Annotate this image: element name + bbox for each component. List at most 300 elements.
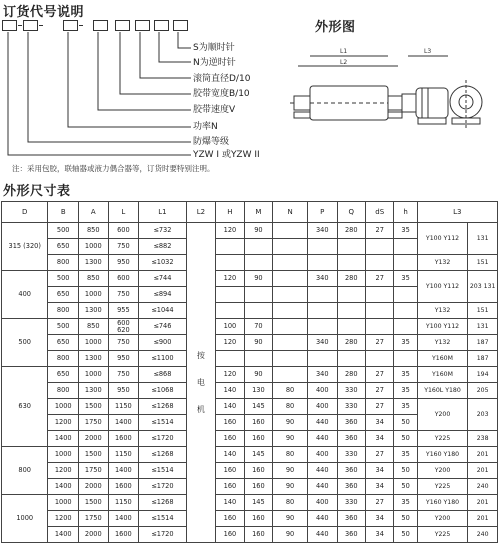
cell-m: 145 [244, 399, 272, 415]
cell-l3-motor: Y160M [417, 367, 468, 383]
cell-l3-value: 203 131 [468, 271, 498, 303]
cell-a: 1500 [79, 399, 109, 415]
cell-ds: 27 [366, 399, 394, 415]
cell-l: 1600 [108, 527, 139, 543]
cell-q: 330 [337, 383, 365, 399]
cell-m: 160 [244, 479, 272, 495]
cell-h-small: 35 [394, 367, 417, 383]
cell-h-small [394, 287, 417, 303]
cell-n [273, 351, 308, 367]
cell-b: 650 [48, 239, 79, 255]
cell-p: 440 [307, 479, 337, 495]
cell-h [216, 351, 244, 367]
cell-l3-motor: Y160 Y180 [417, 495, 468, 511]
cell-n: 90 [273, 479, 308, 495]
cell-d: 500 [2, 319, 48, 367]
cell-h: 160 [216, 431, 244, 447]
cell-a: 1500 [79, 495, 109, 511]
table-row [2, 383, 498, 399]
cell-l1: ≤746 [139, 319, 186, 335]
legend-item: 功率N [193, 122, 218, 132]
cell-p: 400 [307, 383, 337, 399]
cell-d: 400 [2, 271, 48, 319]
cell-p: 400 [307, 447, 337, 463]
cell-l1: ≤1268 [139, 447, 186, 463]
cell-h: 160 [216, 511, 244, 527]
cell-l1: ≤1268 [139, 399, 186, 415]
cell-b: 800 [48, 255, 79, 271]
cell-p: 440 [307, 431, 337, 447]
cell-h-small [394, 351, 417, 367]
cell-n: 90 [273, 415, 308, 431]
cell-h-small: 35 [394, 495, 417, 511]
cell-m: 160 [244, 415, 272, 431]
cell-m: 130 [244, 383, 272, 399]
cell-d: 1000 [2, 495, 48, 543]
cell-q: 330 [337, 495, 365, 511]
cell-p [307, 287, 337, 303]
cell-a: 1300 [79, 255, 109, 271]
cell-l3-motor: Y225 [417, 431, 468, 447]
cell-q: 360 [337, 527, 365, 543]
cell-n [273, 367, 308, 383]
cell-p [307, 319, 337, 335]
col-header-l2: L2 [186, 202, 216, 223]
cell-l: 1400 [108, 511, 139, 527]
cell-q: 330 [337, 399, 365, 415]
cell-l: 750 [108, 239, 139, 255]
cell-n: 80 [273, 447, 308, 463]
cell-n: 80 [273, 383, 308, 399]
cell-l3-motor: Y200 [417, 511, 468, 527]
cell-m: 145 [244, 447, 272, 463]
col-header-l: L [108, 202, 139, 223]
cell-b: 800 [48, 383, 79, 399]
cell-h-small: 50 [394, 527, 417, 543]
cell-d: 315 (320) [2, 223, 48, 271]
cell-q: 360 [337, 463, 365, 479]
cell-l3-motor: Y132 [417, 335, 468, 351]
cell-ds: 34 [366, 463, 394, 479]
cell-ds [366, 255, 394, 271]
cell-l2-by-motor: 按 电 机 [186, 223, 216, 543]
dimension-table-title: 外形尺寸表 [3, 184, 71, 199]
cell-l3-value: 201 [468, 463, 498, 479]
cell-a: 850 [79, 319, 109, 335]
cell-h [216, 255, 244, 271]
cell-ds [366, 351, 394, 367]
order-note: 注：采用包胶，联轴器或液力偶合器等，订货时要特别注明。 [12, 164, 215, 173]
cell-h: 140 [216, 495, 244, 511]
cell-m [244, 239, 272, 255]
cell-l3-motor: Y225 [417, 527, 468, 543]
cell-h: 140 [216, 447, 244, 463]
cell-l3-value: 151 [468, 255, 498, 271]
cell-a: 1750 [79, 463, 109, 479]
cell-ds [366, 239, 394, 255]
cell-ds: 27 [366, 383, 394, 399]
cell-b: 1400 [48, 479, 79, 495]
cell-a: 850 [79, 223, 109, 239]
cell-m: 90 [244, 223, 272, 239]
cell-p [307, 303, 337, 319]
cell-p: 400 [307, 399, 337, 415]
cell-h: 140 [216, 399, 244, 415]
cell-l3-motor: Y160M [417, 351, 468, 367]
cell-h: 140 [216, 383, 244, 399]
cell-l: 1150 [108, 447, 139, 463]
cell-l3-motor: Y160 Y180 [417, 447, 468, 463]
cell-b: 650 [48, 335, 79, 351]
cell-h: 100 [216, 319, 244, 335]
cell-n [273, 335, 308, 351]
cell-l1: ≤1032 [139, 255, 186, 271]
legend-item: 防爆等级 [193, 137, 230, 147]
cell-h-small: 50 [394, 463, 417, 479]
cell-h-small: 35 [394, 335, 417, 351]
cell-l1: ≤882 [139, 239, 186, 255]
cell-l: 600 [108, 223, 139, 239]
cell-q [337, 287, 365, 303]
cell-n: 80 [273, 495, 308, 511]
cell-l3-value: 131 [468, 319, 498, 335]
cell-m: 160 [244, 463, 272, 479]
cell-a: 2000 [79, 431, 109, 447]
cell-l3-motor: Y100 Y112 [417, 319, 468, 335]
cell-l1: ≤894 [139, 287, 186, 303]
cell-h: 120 [216, 335, 244, 351]
cell-a: 2000 [79, 527, 109, 543]
cell-ds: 27 [366, 335, 394, 351]
cell-m: 145 [244, 495, 272, 511]
cell-b: 1200 [48, 463, 79, 479]
cell-l: 950 [108, 351, 139, 367]
cell-l: 750 [108, 367, 139, 383]
cell-q: 360 [337, 511, 365, 527]
cell-ds: 27 [366, 447, 394, 463]
cell-l1: ≤732 [139, 223, 186, 239]
cell-h [216, 303, 244, 319]
pulley-outline-drawing [288, 40, 498, 152]
table-row [2, 351, 498, 367]
col-header-b: B [48, 202, 79, 223]
cell-b: 1200 [48, 511, 79, 527]
cell-l: 1600 [108, 479, 139, 495]
cell-l3-value: 201 [468, 447, 498, 463]
cell-ds [366, 287, 394, 303]
cell-h [216, 239, 244, 255]
col-header-h: H [216, 202, 244, 223]
cell-l1: ≤1044 [139, 303, 186, 319]
cell-b: 1400 [48, 527, 79, 543]
cell-p: 400 [307, 495, 337, 511]
cell-l1: ≤744 [139, 271, 186, 287]
cell-ds: 34 [366, 431, 394, 447]
col-header-l3: L3 [417, 202, 497, 223]
dim-label-l3: L3 [424, 48, 432, 55]
cell-a: 1000 [79, 239, 109, 255]
cell-l: 750 [108, 335, 139, 351]
cell-h-small: 35 [394, 271, 417, 287]
cell-p: 440 [307, 463, 337, 479]
cell-l3-value: 203 [468, 399, 498, 431]
cell-ds [366, 303, 394, 319]
cell-b: 1000 [48, 399, 79, 415]
cell-l: 1400 [108, 463, 139, 479]
cell-l1: ≤1268 [139, 495, 186, 511]
cell-l1: ≤1100 [139, 351, 186, 367]
cell-q: 280 [337, 271, 365, 287]
cell-a: 1300 [79, 303, 109, 319]
cell-q: 360 [337, 431, 365, 447]
cell-b: 650 [48, 367, 79, 383]
cell-ds: 27 [366, 495, 394, 511]
cell-h-small: 35 [394, 383, 417, 399]
cell-l3-motor: Y132 [417, 303, 468, 319]
cell-l1: ≤1720 [139, 527, 186, 543]
cell-ds: 34 [366, 511, 394, 527]
table-row [2, 271, 498, 287]
col-header-d: D [2, 202, 48, 223]
cell-m: 160 [244, 431, 272, 447]
cell-ds: 34 [366, 527, 394, 543]
cell-h: 160 [216, 527, 244, 543]
table-row [2, 255, 498, 271]
cell-p: 440 [307, 527, 337, 543]
legend-item: YZW I 或YZW II [193, 150, 260, 160]
legend-item: 滚筒直径D/10 [193, 74, 251, 84]
cell-m: 160 [244, 527, 272, 543]
cell-l: 1150 [108, 399, 139, 415]
cell-n: 80 [273, 399, 308, 415]
legend-item: 胶带速度V [193, 105, 236, 115]
cell-l: 950 [108, 383, 139, 399]
cell-l3-value: 131 [468, 223, 498, 255]
cell-q: 360 [337, 415, 365, 431]
legend-item: 胶带宽度B/10 [193, 89, 250, 99]
dim-label-l1: L1 [340, 48, 348, 55]
table-row [2, 527, 498, 543]
cell-l: 1600 [108, 431, 139, 447]
cell-h-small [394, 319, 417, 335]
cell-h: 120 [216, 223, 244, 239]
cell-m: 90 [244, 271, 272, 287]
cell-n [273, 287, 308, 303]
cell-n [273, 303, 308, 319]
col-header-h-small: h [394, 202, 417, 223]
cell-p: 340 [307, 367, 337, 383]
cell-h-small: 35 [394, 223, 417, 239]
cell-l3-motor: Y100 Y112 [417, 271, 468, 303]
table-row [2, 447, 498, 463]
cell-h: 160 [216, 463, 244, 479]
table-row [2, 511, 498, 527]
cell-l1: ≤1514 [139, 511, 186, 527]
cell-l3-motor: Y132 [417, 255, 468, 271]
cell-m [244, 255, 272, 271]
cell-d: 630 [2, 367, 48, 447]
cell-l1: ≤900 [139, 335, 186, 351]
cell-m: 160 [244, 511, 272, 527]
table-row [2, 367, 498, 383]
cell-h-small: 35 [394, 447, 417, 463]
cell-d: 800 [2, 447, 48, 495]
cell-h [216, 287, 244, 303]
cell-q: 280 [337, 223, 365, 239]
cell-p: 440 [307, 511, 337, 527]
cell-m: 70 [244, 319, 272, 335]
dimension-table [1, 201, 498, 543]
cell-a: 1300 [79, 383, 109, 399]
table-header-row [2, 202, 498, 223]
cell-l3-value: 201 [468, 511, 498, 527]
cell-n: 90 [273, 431, 308, 447]
cell-p: 440 [307, 415, 337, 431]
cell-q: 360 [337, 479, 365, 495]
cell-h: 120 [216, 367, 244, 383]
table-row [2, 463, 498, 479]
cell-l3-motor: Y100 Y112 [417, 223, 468, 255]
cell-l: 750 [108, 287, 139, 303]
cell-l: 955 [108, 303, 139, 319]
cell-q [337, 319, 365, 335]
table-row [2, 335, 498, 351]
cell-b: 800 [48, 351, 79, 367]
cell-ds: 27 [366, 223, 394, 239]
cell-l3-value: 205 [468, 383, 498, 399]
cell-h-small: 50 [394, 431, 417, 447]
cell-l3-motor: Y160L Y180 [417, 383, 468, 399]
cell-q [337, 303, 365, 319]
cell-b: 1200 [48, 415, 79, 431]
cell-h: 160 [216, 479, 244, 495]
cell-n [273, 271, 308, 287]
cell-l3-value: 201 [468, 495, 498, 511]
cell-h: 160 [216, 415, 244, 431]
cell-q: 280 [337, 335, 365, 351]
cell-b: 500 [48, 319, 79, 335]
cell-h-small: 35 [394, 399, 417, 415]
diagram-title: 外形图 [315, 20, 356, 35]
cell-n [273, 255, 308, 271]
dim-label-l2: L2 [340, 59, 348, 66]
cell-a: 1000 [79, 367, 109, 383]
cell-l1: ≤1720 [139, 479, 186, 495]
cell-b: 500 [48, 271, 79, 287]
cell-l: 950 [108, 255, 139, 271]
cell-l3-value: 194 [468, 367, 498, 383]
table-row [2, 479, 498, 495]
cell-l1: ≤1720 [139, 431, 186, 447]
cell-b: 1400 [48, 431, 79, 447]
cell-p: 340 [307, 335, 337, 351]
cell-m: 90 [244, 335, 272, 351]
cell-l1: ≤1514 [139, 463, 186, 479]
cell-p: 340 [307, 223, 337, 239]
cell-p [307, 239, 337, 255]
cell-n: 90 [273, 511, 308, 527]
table-body [2, 223, 498, 543]
cell-h-small: 50 [394, 511, 417, 527]
col-header-a: A [79, 202, 109, 223]
cell-m: 90 [244, 367, 272, 383]
cell-h-small: 50 [394, 479, 417, 495]
cell-p: 340 [307, 271, 337, 287]
cell-p [307, 351, 337, 367]
cell-l: 600 [108, 271, 139, 287]
cell-n: 90 [273, 527, 308, 543]
order-code-leader-lines [0, 0, 200, 165]
cell-l3-motor: Y200 [417, 463, 468, 479]
col-header-m: M [244, 202, 272, 223]
cell-ds: 27 [366, 271, 394, 287]
cell-l3-value: 240 [468, 527, 498, 543]
cell-a: 2000 [79, 479, 109, 495]
cell-h-small [394, 239, 417, 255]
table-row [2, 319, 498, 335]
cell-l3-motor: Y200 [417, 399, 468, 431]
cell-ds: 34 [366, 479, 394, 495]
cell-p [307, 255, 337, 271]
cell-l: 1400 [108, 415, 139, 431]
cell-n: 90 [273, 463, 308, 479]
table-row [2, 399, 498, 415]
table-row [2, 431, 498, 447]
cell-l3-value: 187 [468, 335, 498, 351]
cell-a: 1000 [79, 335, 109, 351]
cell-l3-value: 151 [468, 303, 498, 319]
cell-ds [366, 319, 394, 335]
cell-l: 1150 [108, 495, 139, 511]
cell-n [273, 223, 308, 239]
cell-ds: 34 [366, 415, 394, 431]
cell-n [273, 319, 308, 335]
cell-b: 1000 [48, 495, 79, 511]
cell-a: 1300 [79, 351, 109, 367]
cell-m [244, 303, 272, 319]
table-row [2, 303, 498, 319]
col-header-q: Q [337, 202, 365, 223]
cell-q [337, 239, 365, 255]
cell-a: 850 [79, 271, 109, 287]
cell-l3-motor: Y225 [417, 479, 468, 495]
cell-l1: ≤1514 [139, 415, 186, 431]
cell-a: 1000 [79, 287, 109, 303]
cell-a: 1500 [79, 447, 109, 463]
col-header-ds: dS [366, 202, 394, 223]
cell-h: 120 [216, 271, 244, 287]
cell-q [337, 255, 365, 271]
cell-l1: ≤868 [139, 367, 186, 383]
cell-l3-value: 240 [468, 479, 498, 495]
cell-q: 330 [337, 447, 365, 463]
cell-q [337, 351, 365, 367]
cell-b: 1000 [48, 447, 79, 463]
cell-ds: 27 [366, 367, 394, 383]
col-header-n: N [273, 202, 308, 223]
cell-h-small: 50 [394, 415, 417, 431]
cell-l3-value: 187 [468, 351, 498, 367]
cell-m [244, 287, 272, 303]
cell-a: 1750 [79, 415, 109, 431]
cell-b: 800 [48, 303, 79, 319]
col-header-p: P [307, 202, 337, 223]
cell-l3-value: 238 [468, 431, 498, 447]
legend-item: S为顺时针 [193, 43, 235, 53]
table-row [2, 495, 498, 511]
cell-a: 1750 [79, 511, 109, 527]
cell-b: 500 [48, 223, 79, 239]
